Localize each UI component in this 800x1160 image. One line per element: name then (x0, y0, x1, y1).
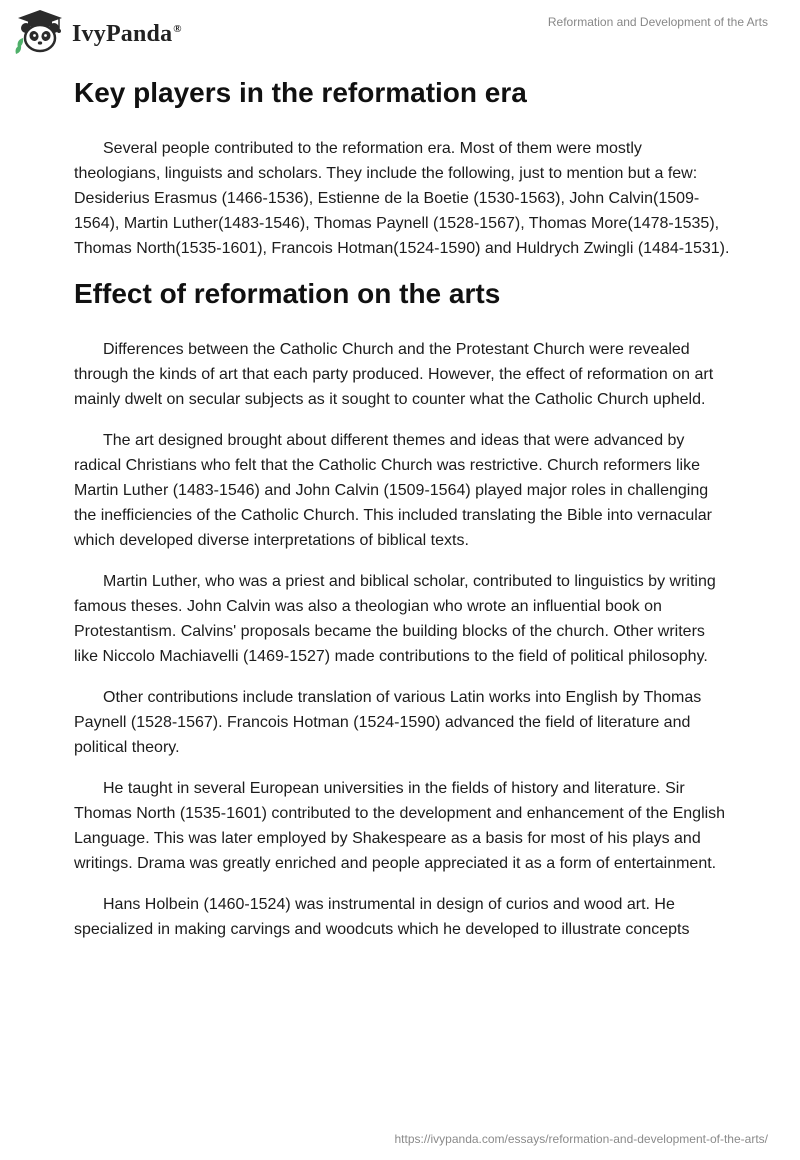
essay-content (74, 70, 730, 958)
panda-graduate-icon (14, 8, 66, 56)
paragraph: Several people contributed to the reformation era. Most of them were mostly theologians, linguists and scholars. They include the following, just to mention but a few: Desiderius Erasmus (1466-1536), Estienne de la Boetie (1530-1563), John Calvin(1509-1564), Martin Luther(1483-1546), Thomas Paynell (1528-1567), Thomas More(1478-1535), Thomas North(1535-1601), Francois Hotman(1524-1590) and Huldrych Zwingli (1484-1531). (74, 140, 730, 257)
running-title: Reformation and Development of the Arts (547, 15, 768, 29)
footer-source-url[interactable]: https://ivypanda.com/essays/reformation-and-development-of-the-arts/ (394, 1132, 768, 1146)
paragraph: Martin Luther, who was a priest and biblical scholar, contributed to linguistics by writing famous theses. John Calvin was also a theologian who wrote an influential book on Protestantism. Calvins' proposals became the building blocks of the church. Other writers like Niccolo Machiavelli (1469-1527) made contributions to the field of political philosophy. (74, 573, 716, 665)
paragraph: The art designed brought about different themes and ideas that were advanced by radical Christians who felt that the Catholic Church was restrictive. Church reformers like Martin Luther (1483-1546) and John Calvin (1509-1564) played major roles in challenging the inefficiencies of the Catholic Church. This included translating the Bible into vernacular which developed diverse interpretations of biblical texts. (74, 432, 712, 549)
page-header (0, 0, 800, 62)
logo-wordmark: IvyPanda® (72, 20, 182, 47)
section-heading-effect: Effect of reformation on the arts (74, 278, 501, 309)
paragraph: He taught in several European universities in the fields of history and literature. Sir Thomas North (1535-1601) contributed to the development and enhancement of the English Language. This was later employed by Shakespeare as a basis for most of his plays and writings. Drama was greatly enriched and people appreciated it as a form of entertainment. (74, 780, 726, 872)
paragraph: Other contributions include translation of various Latin works into English by Thomas Paynell (1528-1567). Francois Hotman (1524-1590) advanced the field of literature and political theory. (74, 689, 702, 756)
ivypanda-logo[interactable] (14, 8, 182, 56)
paragraph: Hans Holbein (1460-1524) was instrumental in design of curios and wood art. He specialized in making carvings and woodcuts which he developed to illustrate concepts (74, 896, 690, 938)
paragraph: Differences between the Catholic Church and the Protestant Church were revealed through the kinds of art that each party produced. However, the effect of reformation on art mainly dwelt on secular subjects as it sought to counter what the Catholic Church upheld. (74, 341, 714, 408)
registered-mark: ® (173, 22, 182, 35)
section-heading-key-players: Key players in the reformation era (74, 77, 527, 108)
